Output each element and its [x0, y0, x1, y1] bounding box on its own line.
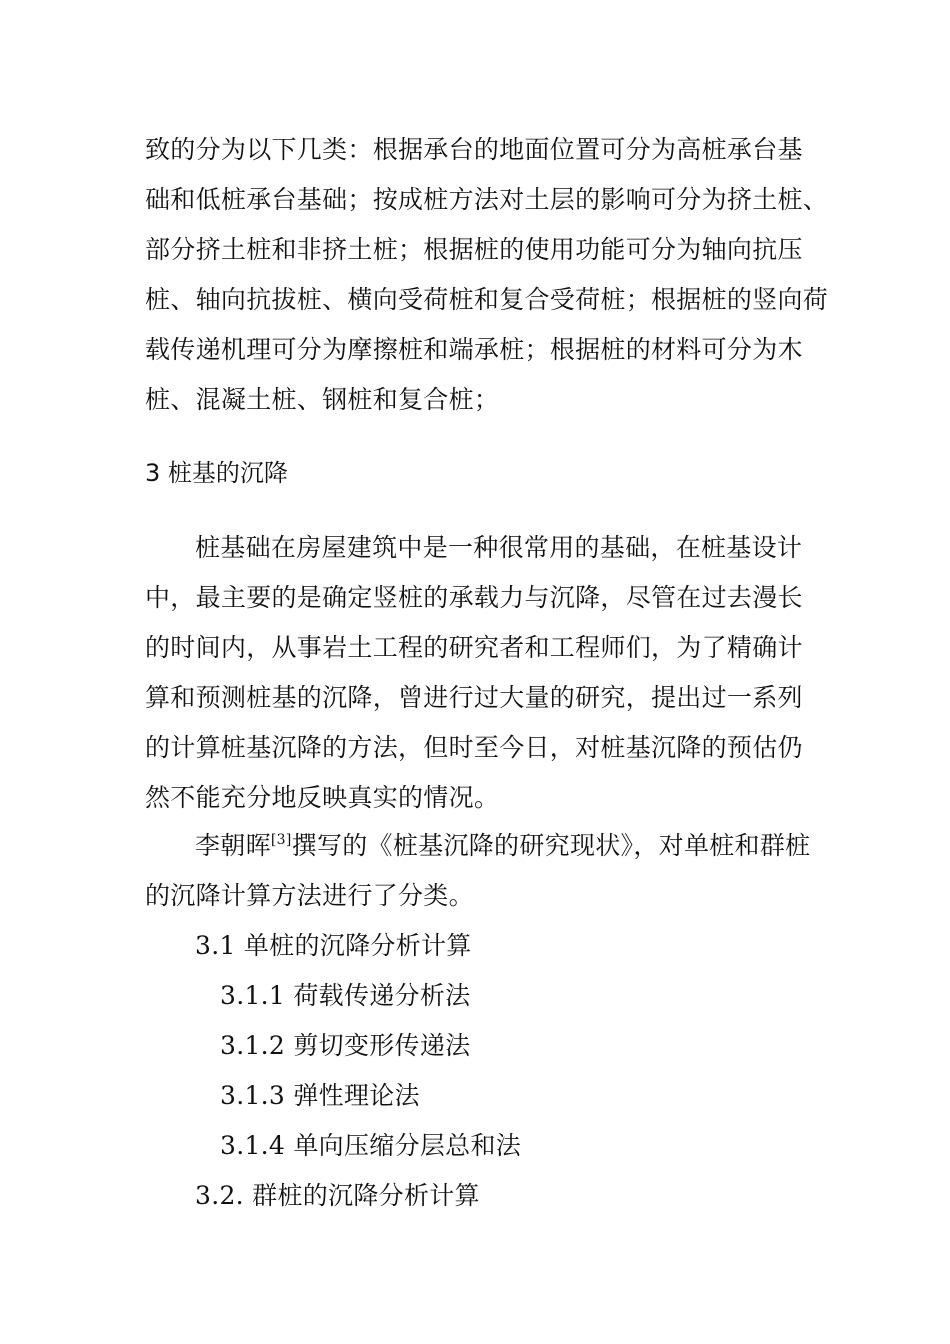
outline-3-1-3: 3.1.3 弹性理论法: [220, 1081, 420, 1110]
citation-ref: [3]: [270, 832, 292, 848]
paragraph3-line-2: 的沉降计算方法进行了分类。: [145, 881, 474, 910]
paragraph1-line-5: 载传递机理可分为摩擦桩和端承桩；根据桩的材料可分为木: [145, 335, 803, 364]
paragraph3-line-1: [195, 829, 810, 863]
paragraph2-line-1: 桩基础在房屋建筑中是一种很常用的基础，在桩基设计: [195, 533, 803, 562]
outline-3-1: 3.1 单桩的沉降分析计算: [195, 931, 472, 960]
paragraph1-line-2: 础和低桩承台基础；按成桩方法对土层的影响可分为挤土桩、: [145, 185, 829, 214]
paragraph1-line-3: 部分挤土桩和非挤土桩；根据桩的使用功能可分为轴向抗压: [145, 235, 803, 264]
outline-3-2: 3.2. 群桩的沉降分析计算: [195, 1181, 480, 1210]
paragraph1-line-4: 桩、轴向抗拔桩、横向受荷桩和复合受荷桩；根据桩的竖向荷: [145, 285, 829, 314]
paragraph2-line-5: 的计算桩基沉降的方法，但时至今日，对桩基沉降的预估仍: [145, 733, 803, 762]
outline-3-1-1: 3.1.1 荷载传递分析法: [220, 981, 471, 1010]
paragraph3-line-1-rest: 撰写的《桩基沉降的研究现状》，对单桩和群桩: [291, 831, 811, 860]
paragraph1-line-6: 桩、混凝土桩、钢桩和复合桩；: [145, 385, 500, 414]
outline-3-1-4: 3.1.4 单向压缩分层总和法: [220, 1131, 522, 1160]
paragraph2-line-3: 的时间内，从事岩土工程的研究者和工程师们，为了精确计: [145, 633, 803, 662]
author-name: 李朝晖: [195, 831, 271, 860]
paragraph2-line-4: 算和预测桩基的沉降，曾进行过大量的研究，提出过一系列: [145, 683, 803, 712]
outline-3-1-2: 3.1.2 剪切变形传递法: [220, 1031, 471, 1060]
paragraph1-line-1: 致的分为以下几类：根据承台的地面位置可分为高桩承台基: [145, 135, 803, 164]
paragraph2-line-2: 中，最主要的是确定竖桩的承载力与沉降，尽管在过去漫长: [145, 583, 803, 612]
paragraph2-line-6: 然不能充分地反映真实的情况。: [145, 783, 500, 812]
section-3-heading: 3 桩基的沉降: [145, 459, 288, 487]
